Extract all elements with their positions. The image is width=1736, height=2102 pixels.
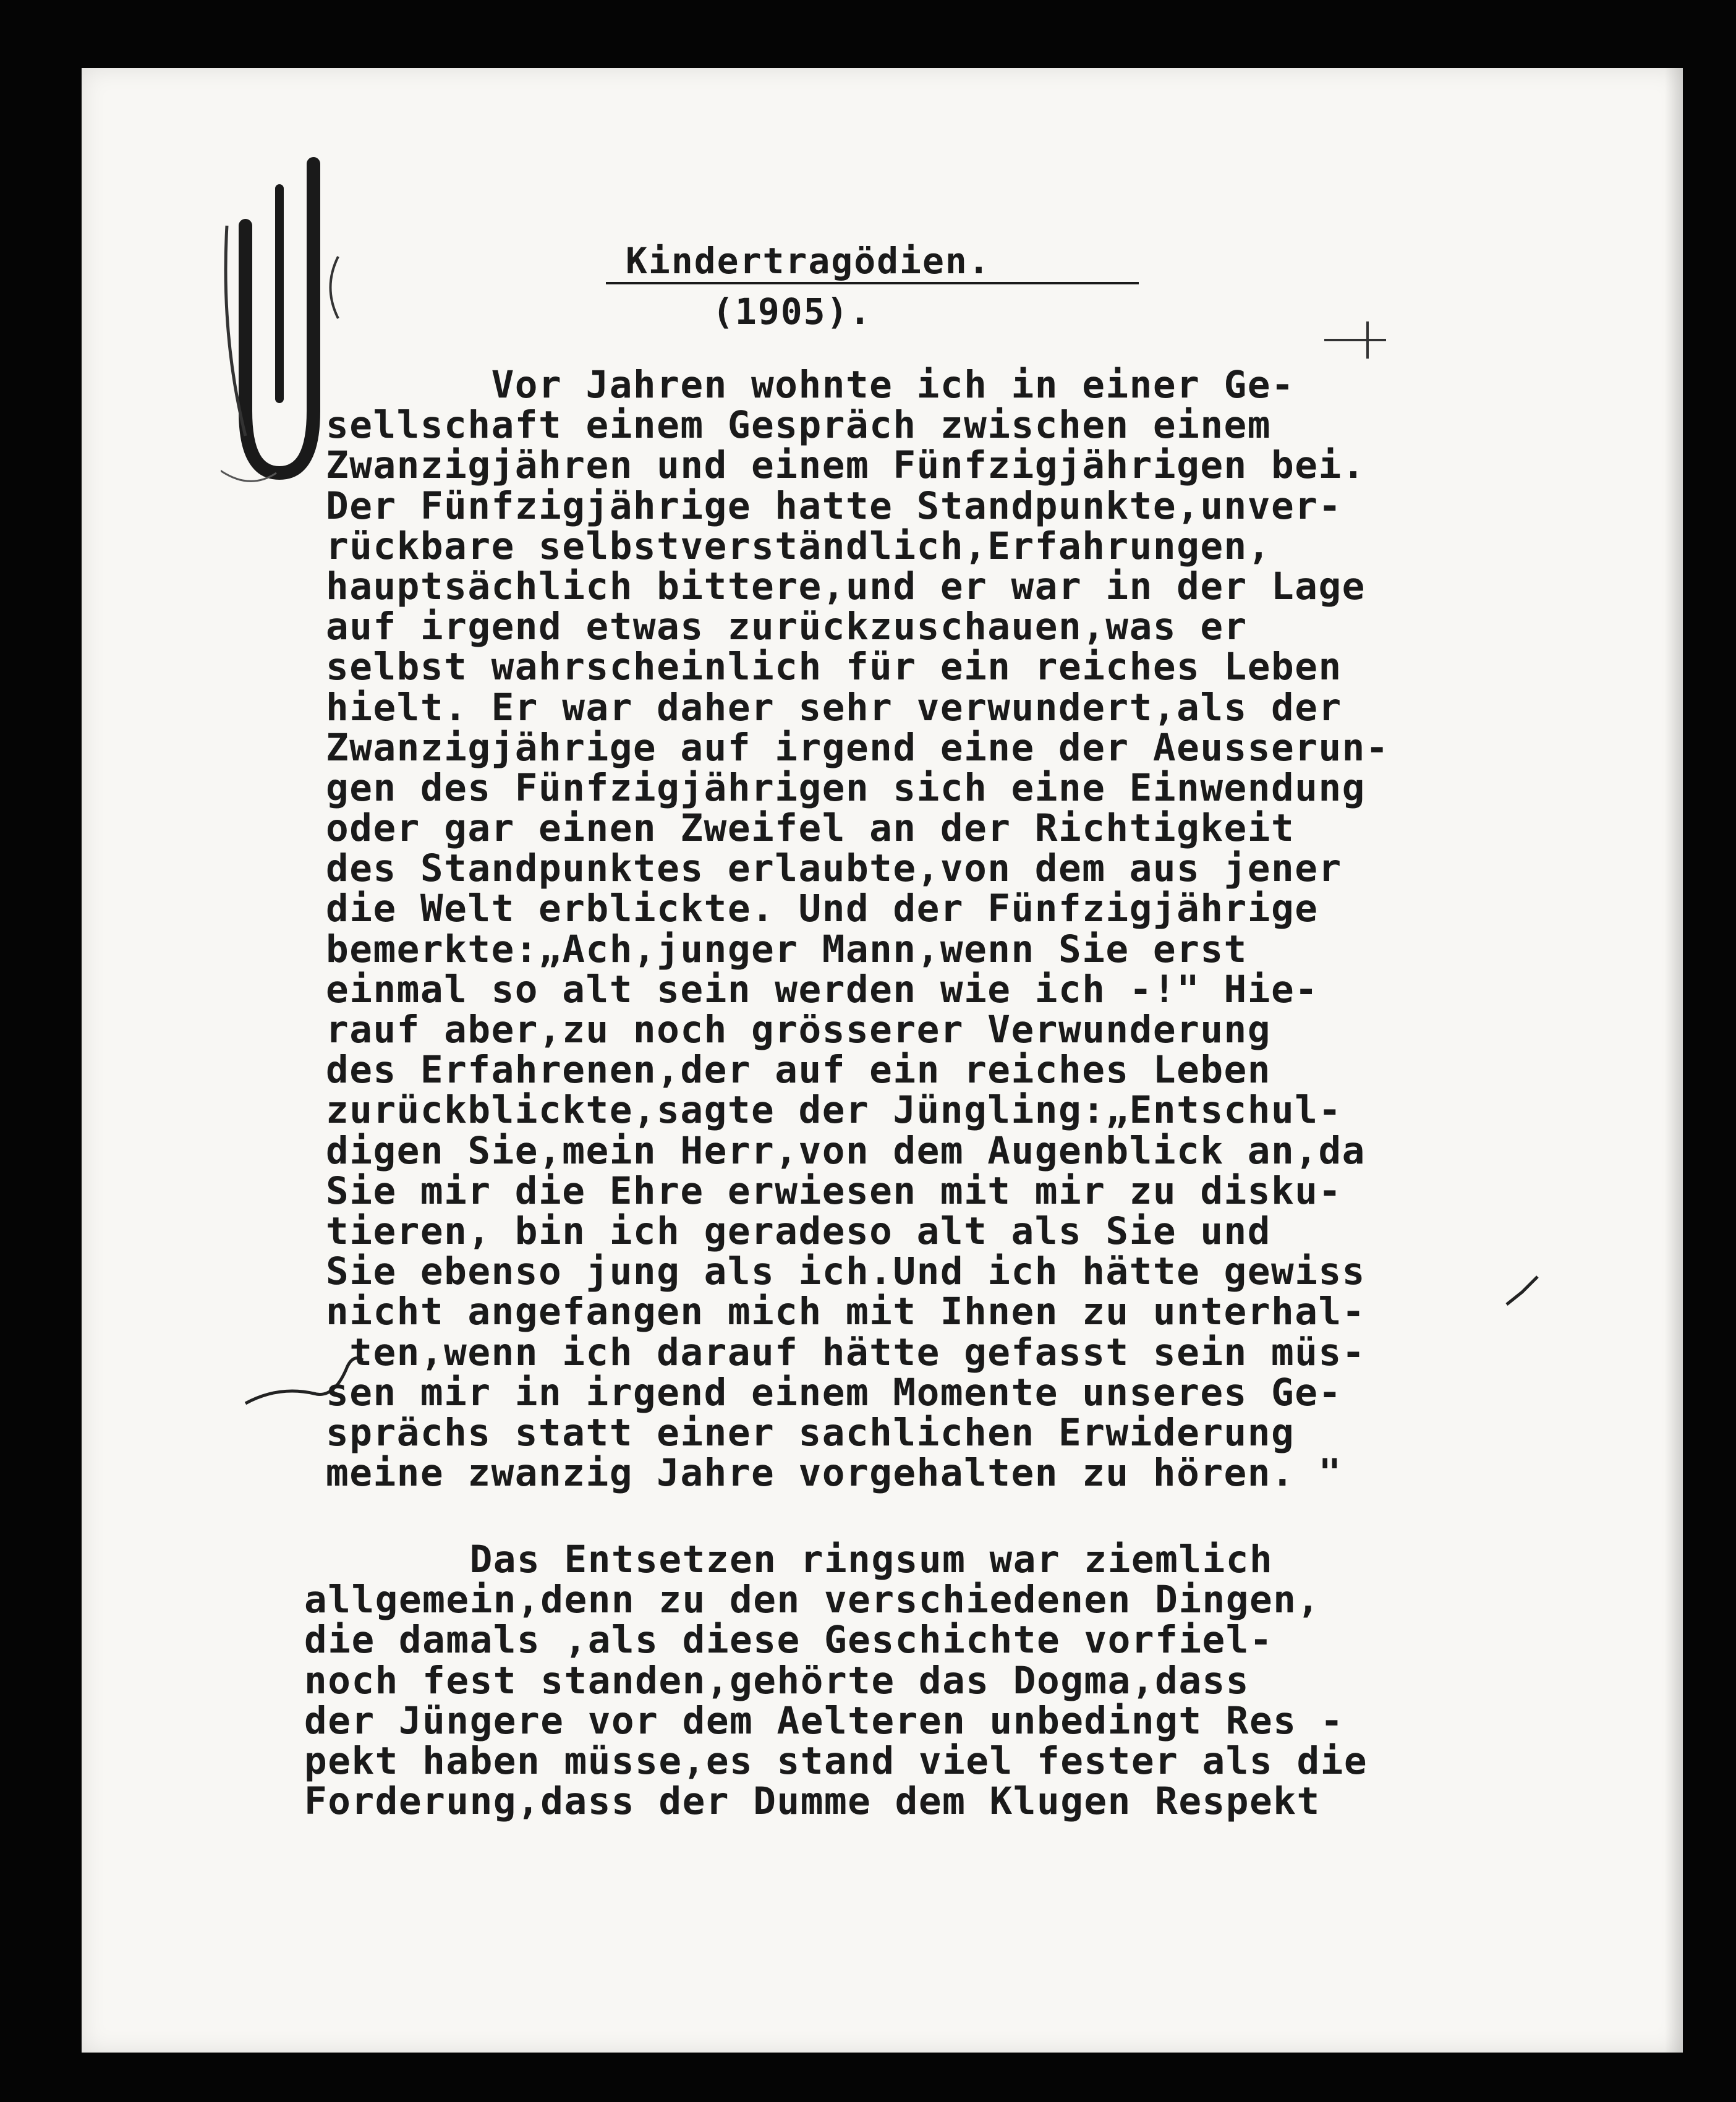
text-line: hielt. Er war daher sehr verwundert,als der (326, 685, 1342, 730)
text-line: Forderung,dass der Dumme dem Klugen Respekt (304, 1779, 1321, 1824)
text-line: selbst wahrscheinlich für ein reiches Leben (326, 645, 1342, 689)
text-line: sellschaft einem Gespräch zwischen einem (326, 403, 1272, 448)
text-line: des Standpunktes erlaubte,von dem aus jener (326, 846, 1342, 891)
text-line: tieren, bin ich geradeso alt als Sie und (326, 1209, 1272, 1253)
text-line: die damals ,als diese Geschichte vorfiel- (304, 1618, 1274, 1662)
document-year: (1905). (712, 291, 872, 333)
text-line: einmal so alt sein werden wie ich -!" Hie- (326, 967, 1319, 1011)
text-line: digen Sie,mein Herr,von dem Augenblick an,da (326, 1128, 1366, 1173)
text-line: gen des Fünfzigjährigen sich eine Einwendung (326, 765, 1366, 810)
text-line: nicht angefangen mich mit Ihnen zu unterhal- (326, 1290, 1366, 1334)
text-line: zurückblickte,sagte der Jüngling:„Entschul- (326, 1088, 1342, 1133)
text-line: Vor Jahren wohnte ich in einer Ge- (326, 363, 1295, 407)
text-line: hauptsächlich bittere,und er war in der Lage (326, 564, 1366, 608)
text-line: rauf aber,zu noch grösserer Verwunderung (326, 1008, 1272, 1052)
text-line: Das Entsetzen ringsum war ziemlich (304, 1538, 1274, 1581)
text-line: Zwanzigjährige auf irgend eine der Aeusserun- (326, 725, 1390, 770)
text-line: Zwanzigjähren und einem Fünfzigjährigen bei. (326, 443, 1366, 488)
text-line: pekt haben müsse,es stand viel fester als die (304, 1738, 1368, 1783)
text-line: sen mir in irgend einem Momente unseres Ge- (326, 1370, 1342, 1415)
typed-document (82, 68, 1683, 2053)
text-line: sprächs statt einer sachlichen Erwiderung (326, 1410, 1295, 1455)
text-line: ten,wenn ich darauf hätte gefasst sein müs- (326, 1330, 1366, 1374)
paper-sheet (82, 68, 1683, 2053)
text-line: Der Fünfzigjährige hatte Standpunkte,unver- (326, 483, 1342, 528)
text-line: Sie ebenso jung als ich.Und ich hätte gewiss (326, 1249, 1366, 1294)
paragraph-1 (326, 363, 1390, 1496)
title-underline (606, 282, 1139, 284)
text-line: noch fest standen,gehörte das Dogma,dass (304, 1658, 1250, 1703)
text-line: allgemein,denn zu den verschiedenen Dingen, (304, 1578, 1321, 1622)
text-line: der Jüngere vor dem Aelteren unbedingt Res - (304, 1698, 1344, 1743)
text-line: Sie mir die Ehre erwiesen mit mir zu disku- (326, 1168, 1342, 1213)
text-line: rückbare selbstverständlich,Erfahrungen, (326, 524, 1272, 568)
text-line: auf irgend etwas zurückzuschauen,was er (326, 605, 1248, 649)
text-line: die Welt erblickte. Und der Fünfzigjährige (326, 887, 1319, 931)
text-line: bemerkte:„Ach,junger Mann,wenn Sie erst (326, 927, 1248, 971)
text-line: oder gar einen Zweifel an der Richtigkeit (326, 806, 1295, 851)
text-line: des Erfahrenen,der auf ein reiches Leben (326, 1048, 1272, 1092)
paragraph-2 (304, 1538, 1368, 1824)
text-line: meine zwanzig Jahre vorgehalten zu hören. " (326, 1451, 1342, 1496)
document-title: Kindertragödien. (626, 240, 991, 282)
